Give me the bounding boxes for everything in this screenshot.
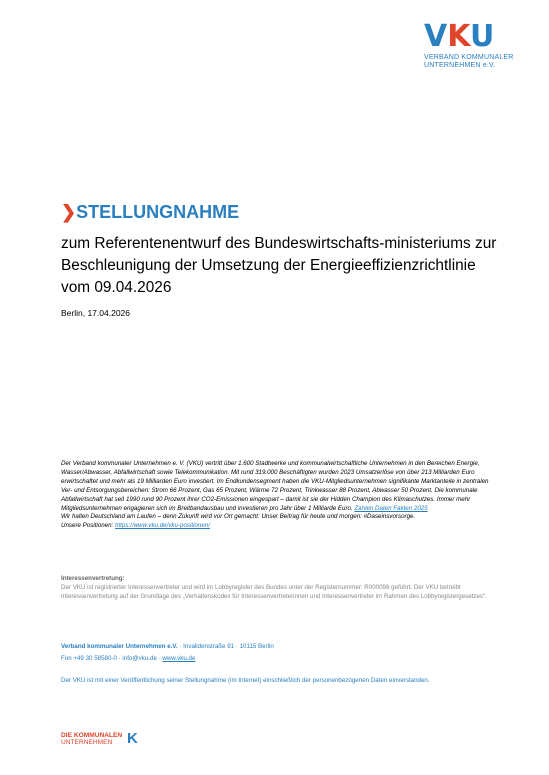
facts-link[interactable]: Zahlen Daten Fakten 2025 xyxy=(354,504,428,512)
about-vku xyxy=(61,460,489,531)
vku-logo-mark xyxy=(424,19,539,54)
contact-address: · Invalidenstraße 91 · 10115 Berlin xyxy=(177,643,274,650)
about-text: Der Verband kommunaler Unternehmen e. V. (VKU) vertritt über 1.600 Stadtwerke und kommunalwirtschaftliche Unternehmen in den Bereichen Energie, Wasser/Abwasser, Abfallwirtschaft sowie Telekommunikation. Mit rund 319.000 Beschäftigten wurden 2023 Umsatzerlöse von über 213 Milliarden Euro erwirtschaftet und mehr als 19 Milliarden Euro investiert. Im Endkundensegment haben die VKU-Mitgliedsunternehmen signifikante Marktanteile in zentralen Ver- und Entsorgungsbereichen: Strom 66 Prozent, Gas 65 Prozent, Wärme 72 Prozent, Trinkwasser 88 Prozent, Abwasser 50 Prozent. Die kommunale Abfallwirtschaft hat seit 1990 rund 90 Prozent ihrer CO2-Emissionen eingespart – damit ist sie der Hidden Champion des Klimaschutzes. Immer mehr Mitgliedsunternehmen engagieren sich im Breitbandausbau und investieren pro Jahr über 1 Milliarde Euro. xyxy=(61,460,489,512)
lobby-text: Der VKU ist registrierter Interessenvertreter und wird im Lobbyregister des Bundes unter der Registernummer: R000098 geführt. Der VKU betreibt Interessenvertretung auf der Grundlage des „Verhaltenskodex für Interessenvertreterinnen und Interessenvertreter im Rahmen des Lobbyregistergesetzes". xyxy=(61,583,487,600)
lobby-title: Interessenvertretung: xyxy=(61,575,125,582)
vku-logo xyxy=(424,19,539,70)
document-date: Berlin, 17.04.2026 xyxy=(61,308,130,318)
document-heading xyxy=(61,202,239,223)
consent-note: Der VKU ist mit einer Veröffentlichung seiner Stellungnahme (im Internet) einschließlich der personenbezogenen Daten einverstanden. xyxy=(61,677,430,684)
footer-logo-line2: UNTERNEHMEN xyxy=(61,739,113,746)
contact-phone-email: Fon +49 30 58580-0 · info@vku.de · xyxy=(61,655,163,662)
footer-logo-line1: DIE KOMMUNALEN xyxy=(61,732,123,739)
logo-letter-u: U xyxy=(469,19,495,54)
website-link[interactable]: www.vku.de xyxy=(162,655,196,662)
footer-logo-mark: K xyxy=(127,730,138,747)
lobby-register-note xyxy=(61,575,489,602)
contact-org: Verband kommunaler Unternehmen e.V. xyxy=(61,643,178,650)
positions-link[interactable]: https://www.vku.de/vku-positionen/ xyxy=(115,522,210,530)
die-kommunalen-logo xyxy=(61,730,138,747)
positions-label: Unsere Positionen: xyxy=(61,522,114,530)
contact-block xyxy=(61,641,489,665)
vku-logo-line2: UNTERNEHMEN e.V. xyxy=(424,62,496,69)
chevron-right-icon: ❯ xyxy=(61,202,77,222)
heading-text: STELLUNGNAHME xyxy=(76,202,240,222)
document-subtitle: zum Referentenentwurf des Bundeswirtschafts-ministeriums zur Beschleunigung der Umsetzung der Energieeffizienzrichtlinie vom 09.04.2026 xyxy=(61,235,497,296)
logo-letter-v: V xyxy=(424,19,448,54)
about-text-2: Wir halten Deutschland am Laufen – denn Zukunft wird vor Ort gemacht: Unser Beitrag für heute und morgen: #Daseinsvorsorge. xyxy=(61,513,416,521)
logo-letter-k: K xyxy=(447,19,470,54)
vku-logo-line1: VERBAND KOMMUNALER xyxy=(424,54,514,61)
